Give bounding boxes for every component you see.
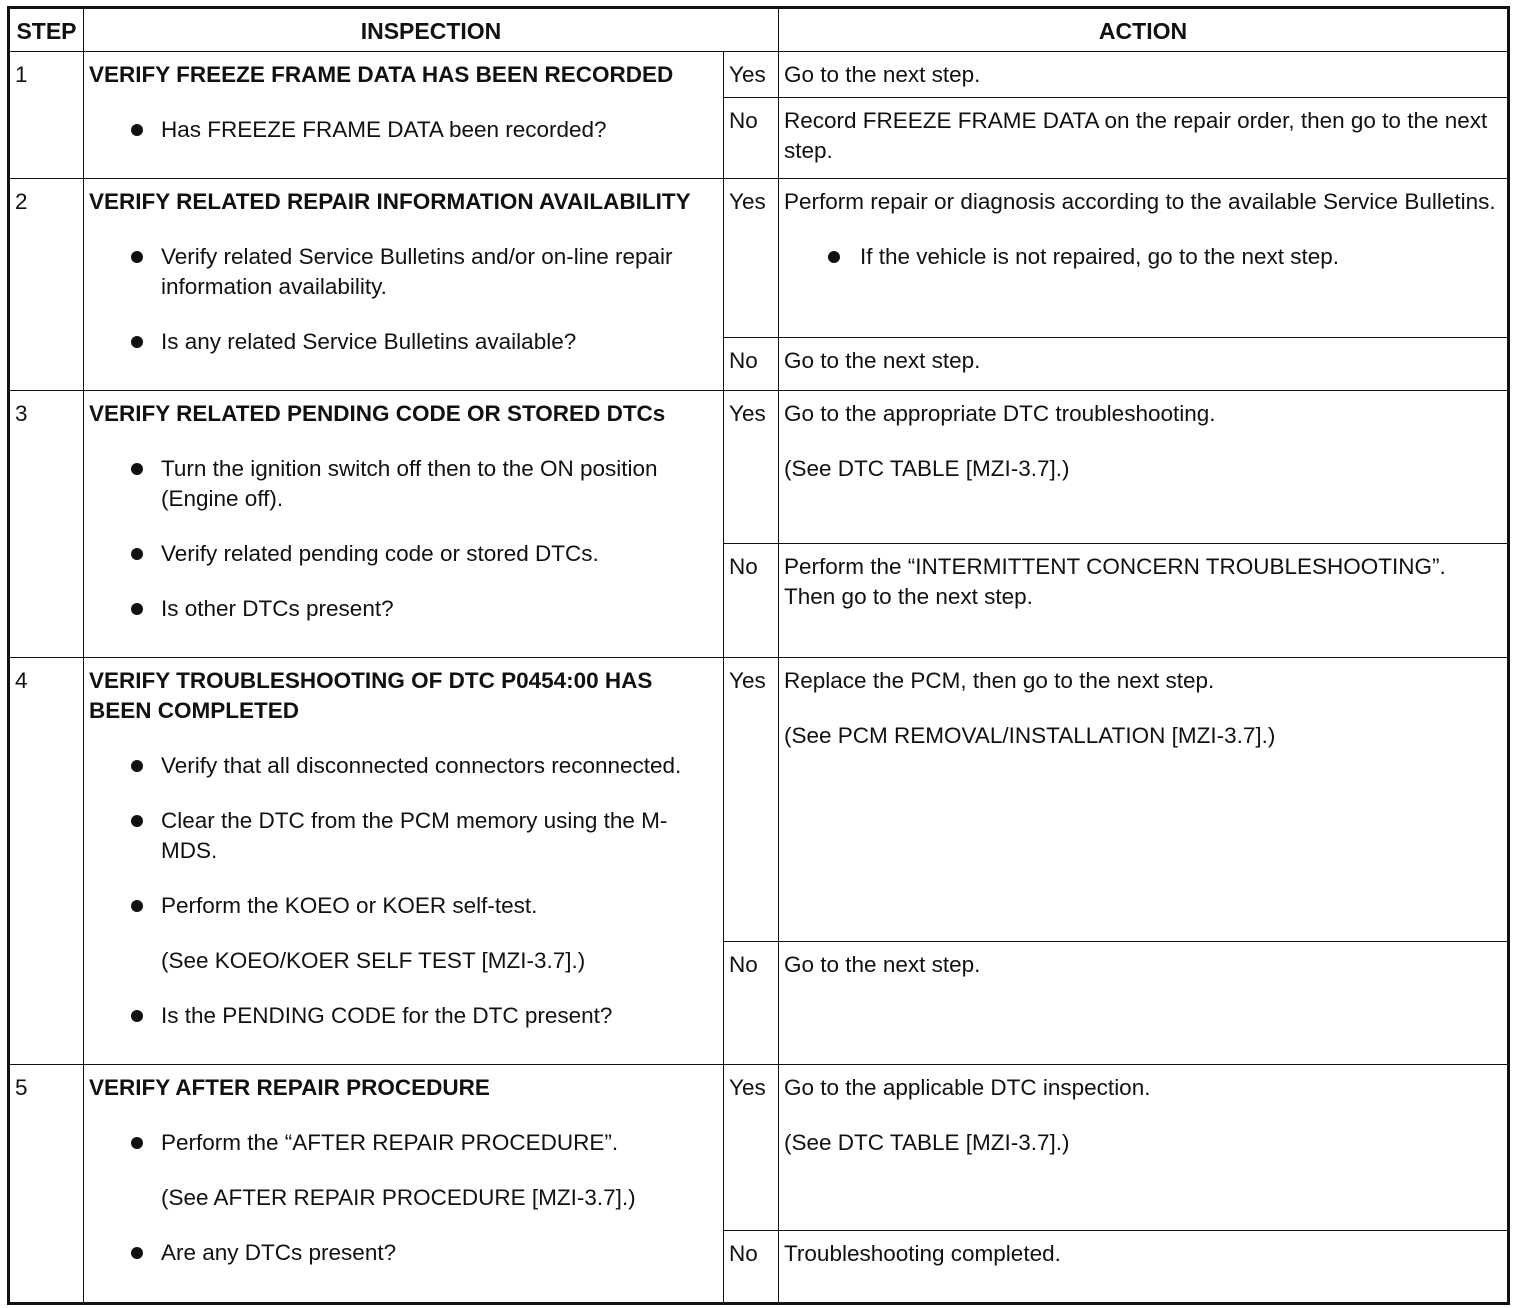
yes-action: Replace the PCM, then go to the next step. (See PCM REMOVAL/INSTALLATION [MZI-3.7].) [779, 658, 1509, 942]
step-title: VERIFY AFTER REPAIR PROCEDURE [89, 1075, 490, 1100]
no-label: No [724, 338, 779, 391]
step-number: 2 [9, 179, 84, 391]
no-action: Record FREEZE FRAME DATA on the repair order, then go to the next step. [779, 98, 1509, 179]
inspection-note: (See KOEO/KOER SELF TEST [MZI-3.7].) [161, 948, 586, 973]
inspection-bullets [89, 242, 717, 357]
bullet-icon [131, 124, 143, 136]
bullet-icon [131, 760, 143, 772]
yes-action: Go to the applicable DTC inspection. (See DTC TABLE [MZI-3.7].) [779, 1065, 1509, 1231]
header-row [9, 8, 1509, 52]
step-number: 3 [9, 391, 84, 658]
bullet-icon [131, 1137, 143, 1149]
step-number: 4 [9, 658, 84, 1065]
inspection-bullet: Verify related Service Bulletins and/or on-line repair information availability. [161, 242, 717, 302]
step-inspection [84, 1065, 724, 1304]
bullet-icon [131, 251, 143, 263]
step-3-yes-row [9, 391, 1509, 544]
inspection-bullet: Perform the KOEO or KOER self-test. [161, 891, 717, 921]
action-bullets [784, 242, 1501, 272]
no-action: Go to the next step. [779, 338, 1509, 391]
step-number: 5 [9, 1065, 84, 1304]
no-action: Perform the “INTERMITTENT CONCERN TROUBLESHOOTING”. Then go to the next step. [779, 544, 1509, 658]
inspection-bullet: Perform the “AFTER REPAIR PROCEDURE”. [161, 1128, 717, 1158]
inspection-bullet: Verify related pending code or stored DTCs. [161, 539, 717, 569]
bullet-icon [131, 548, 143, 560]
no-label: No [724, 98, 779, 179]
inspection-bullets [89, 1001, 717, 1031]
yes-label: Yes [724, 52, 779, 98]
yes-label: Yes [724, 179, 779, 338]
yes-label: Yes [724, 391, 779, 544]
bullet-icon [131, 336, 143, 348]
inspection-bullets [89, 454, 717, 624]
yes-action: Go to the appropriate DTC troubleshooting. (See DTC TABLE [MZI-3.7].) [779, 391, 1509, 544]
troubleshooting-page [7, 6, 1507, 1302]
no-label: No [724, 544, 779, 658]
inspection-bullet: Are any DTCs present? [161, 1238, 717, 1268]
step-inspection [84, 52, 724, 179]
no-action: Troubleshooting completed. [779, 1231, 1509, 1304]
bullet-icon [131, 1010, 143, 1022]
step-title: VERIFY RELATED REPAIR INFORMATION AVAILABILITY [89, 189, 691, 214]
header-inspection: INSPECTION [84, 8, 779, 52]
bullet-icon [131, 1247, 143, 1259]
step-5-yes-row [9, 1065, 1509, 1231]
step-title: VERIFY FREEZE FRAME DATA HAS BEEN RECORDED [89, 62, 674, 87]
step-inspection [84, 391, 724, 658]
inspection-bullets [89, 115, 717, 145]
inspection-bullet: Is the PENDING CODE for the DTC present? [161, 1001, 717, 1031]
step-title: VERIFY TROUBLESHOOTING OF DTC P0454:00 HAS BEEN COMPLETED [89, 668, 653, 723]
bullet-icon [131, 463, 143, 475]
action-note: (See DTC TABLE [MZI-3.7].) [784, 1130, 1070, 1155]
troubleshooting-table [7, 6, 1510, 1305]
step-inspection [84, 179, 724, 391]
header-step: STEP [9, 8, 84, 52]
inspection-bullet: Has FREEZE FRAME DATA been recorded? [161, 115, 717, 145]
inspection-bullet: Clear the DTC from the PCM memory using the M-MDS. [161, 806, 717, 866]
yes-action: Go to the next step. [779, 52, 1509, 98]
bullet-icon [131, 900, 143, 912]
no-action: Go to the next step. [779, 942, 1509, 1065]
inspection-note: (See AFTER REPAIR PROCEDURE [MZI-3.7].) [161, 1185, 636, 1210]
bullet-icon [828, 251, 840, 263]
step-title: VERIFY RELATED PENDING CODE OR STORED DTCs [89, 401, 666, 426]
action-bullet: If the vehicle is not repaired, go to the next step. [860, 242, 1501, 272]
yes-label: Yes [724, 658, 779, 942]
step-2-yes-row [9, 179, 1509, 338]
inspection-bullets [89, 1128, 717, 1158]
inspection-bullets [89, 751, 717, 921]
step-number: 1 [9, 52, 84, 179]
step-inspection [84, 658, 724, 1065]
action-note: (See PCM REMOVAL/INSTALLATION [MZI-3.7].) [784, 723, 1276, 748]
inspection-bullet: Is other DTCs present? [161, 594, 717, 624]
step-4-yes-row [9, 658, 1509, 942]
no-label: No [724, 1231, 779, 1304]
inspection-bullet: Verify that all disconnected connectors reconnected. [161, 751, 717, 781]
bullet-icon [131, 603, 143, 615]
inspection-bullet: Turn the ignition switch off then to the ON position (Engine off). [161, 454, 717, 514]
inspection-bullets [89, 1238, 717, 1268]
header-action: ACTION [779, 8, 1509, 52]
step-1-yes-row [9, 52, 1509, 98]
no-label: No [724, 942, 779, 1065]
action-note: (See DTC TABLE [MZI-3.7].) [784, 456, 1070, 481]
inspection-bullet: Is any related Service Bulletins available? [161, 327, 717, 357]
yes-label: Yes [724, 1065, 779, 1231]
yes-action: Perform repair or diagnosis according to the available Service Bulletins. If the vehicle is not repaired, go to the next step. [779, 179, 1509, 338]
bullet-icon [131, 815, 143, 827]
